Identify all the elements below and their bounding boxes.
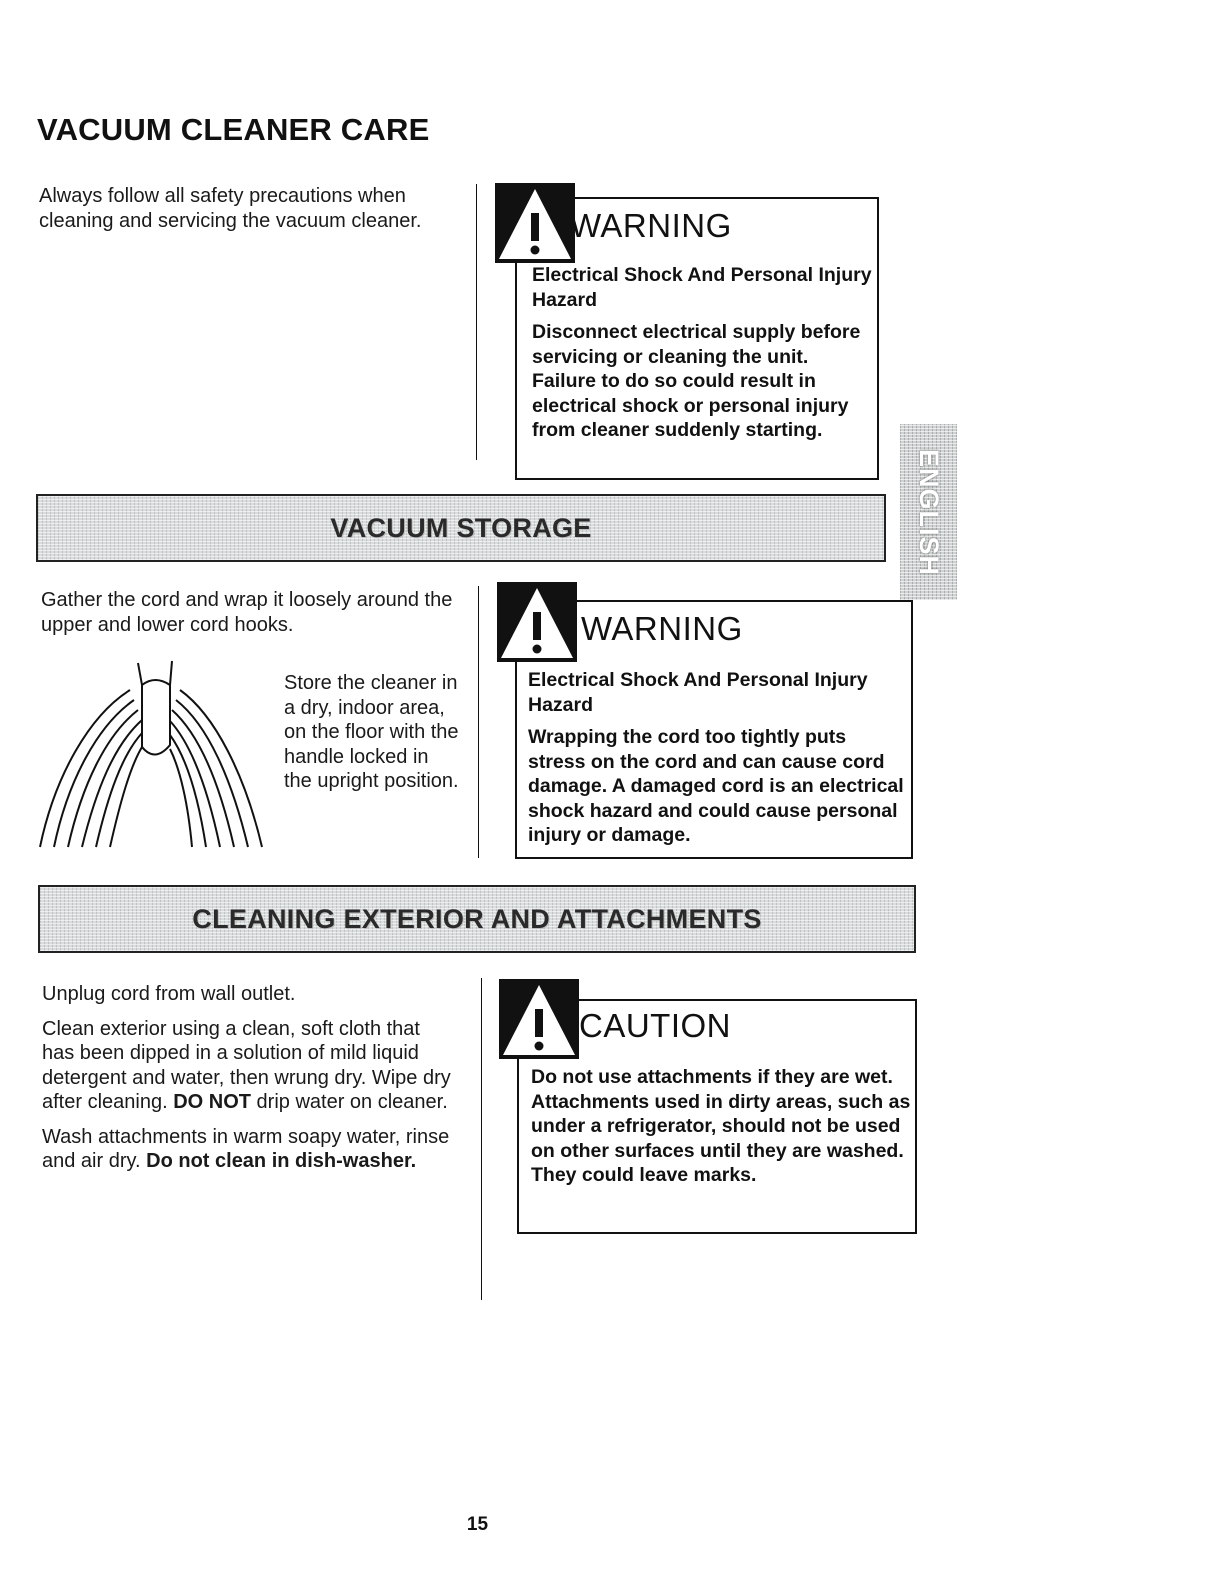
intro-paragraph: Always follow all safety precautions when cleaning and servicing the vacuum cleaner. [39, 185, 422, 232]
attachments-paragraph: Wash attachments in warm soapy water, rinse and air dry. Do not clean in dish-washer. [42, 1125, 450, 1172]
warning-triangle-icon [497, 582, 577, 662]
cleaning-text [42, 982, 452, 1184]
language-tab-label: ENGLISH [914, 448, 945, 576]
column-divider-3 [481, 978, 482, 1300]
storage-store-text [284, 671, 459, 804]
banner-label: VACUUM STORAGE [330, 512, 592, 543]
page-title: VACUUM CLEANER CARE [37, 112, 430, 147]
intro-text [39, 184, 439, 243]
column-divider-1 [476, 184, 477, 460]
page-number: 15 [466, 1514, 489, 1535]
section-banner-cleaning [38, 885, 916, 953]
warning-subtitle: Electrical Shock And Personal Injury Hazard [532, 264, 872, 311]
banner-label: CLEANING EXTERIOR AND ATTACHMENTS [192, 903, 762, 934]
caution-heading: CAUTION [579, 1007, 731, 1044]
warning-body: Wrapping the cord too tightly puts stress on the cord and can cause cord damage. A damaged cord is an electrical shock hazard and could cause personal injury or damage. [528, 726, 904, 846]
language-tab-english [900, 424, 957, 600]
store-paragraph: Store the cleaner in a dry, indoor area, on the floor with the handle locked in the upright position. [284, 672, 459, 792]
unplug-paragraph: Unplug cord from wall outlet. [42, 983, 296, 1005]
storage-cord-text [41, 588, 461, 647]
caution-body: Do not use attachments if they are wet. Attachments used in dirty areas, such as under a refrigerator, should not be used on other surfaces until they are washed. They could leave marks. [531, 1066, 911, 1186]
warning-box-cord [497, 582, 917, 859]
section-banner-vacuum-storage [36, 494, 886, 562]
warning-triangle-icon [495, 183, 575, 263]
warning-body: Disconnect electrical supply before servicing or cleaning the unit. Failure to do so could result in electrical shock or personal injury from cleaner suddenly starting. [532, 321, 861, 441]
cord-paragraph: Gather the cord and wrap it loosely around the upper and lower cord hooks. [41, 589, 453, 636]
warning-heading: WARNING [570, 207, 732, 244]
warning-heading: WARNING [581, 610, 743, 647]
caution-triangle-icon [499, 979, 579, 1059]
warning-box-electrical [495, 183, 885, 483]
caution-box-attachments [499, 979, 919, 1235]
column-divider-2 [478, 586, 479, 858]
warning-subtitle: Electrical Shock And Personal Injury Hazard [528, 669, 868, 716]
cord-wrap-illustration [30, 655, 280, 850]
exterior-paragraph: Clean exterior using a clean, soft cloth that has been dipped in a solution of mild liquid detergent and water, then wrung dry. Wipe dry after cleaning. DO NOT drip water on cleaner. [42, 1017, 451, 1113]
